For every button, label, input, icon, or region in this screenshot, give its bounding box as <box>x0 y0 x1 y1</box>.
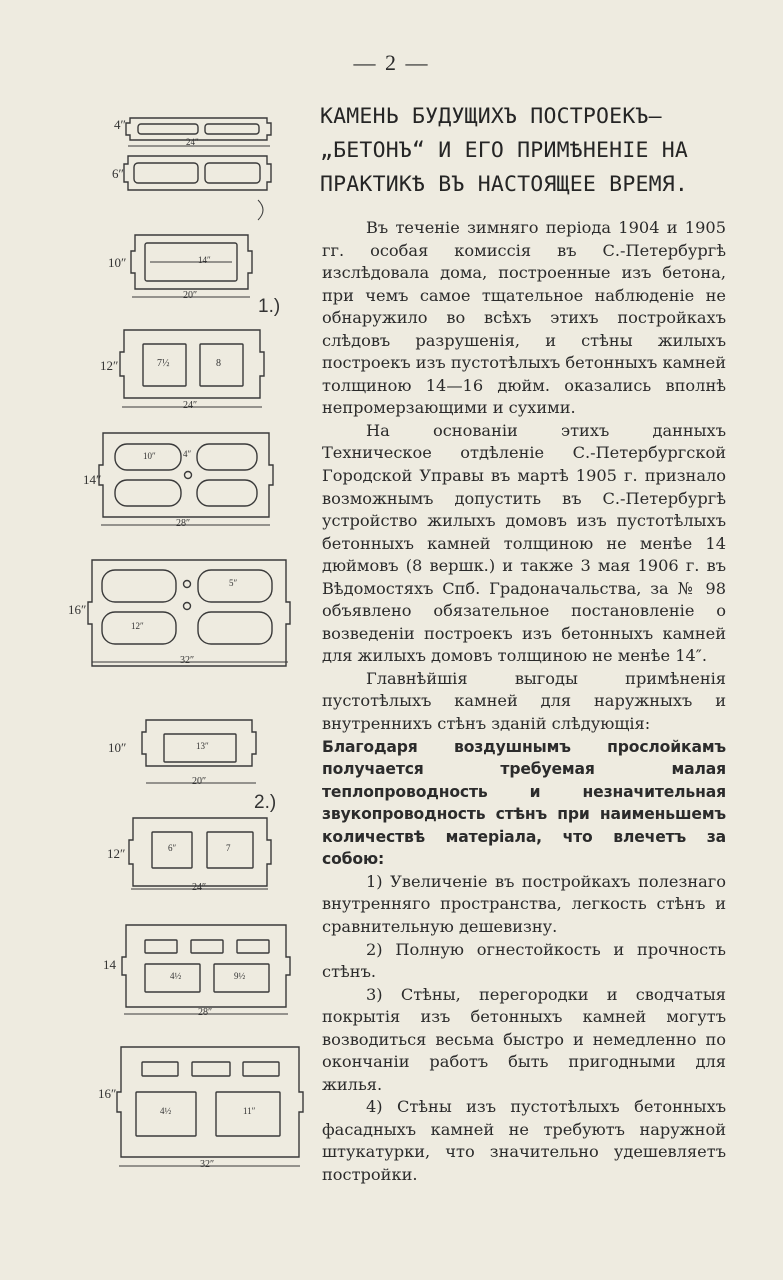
heading-line-2: „БЕТОНЪ“ И ЕГО ПРИМѢНЕНІЕ НА <box>320 138 689 163</box>
block-label-10in: 10″ <box>108 255 127 270</box>
block-14in-figure-2 <box>122 925 290 1014</box>
dim-label-4in: 24″ <box>186 137 199 147</box>
block-14in-figure <box>99 433 273 525</box>
dim-label-14in-2: 28″ <box>198 1007 213 1018</box>
cavity-label-10in: 14″ <box>198 255 211 265</box>
block-16in-figure <box>88 560 290 666</box>
paragraph-3: Главнѣйшія выгоды примѣненія пустотѣлыхъ камней для наружныхъ и внутреннихъ стѣнъ зданій слѣдующія: <box>322 668 726 734</box>
block-label-14in-2: 14 <box>103 957 116 972</box>
block-figures <box>0 0 320 1280</box>
cavity-label-12in-a: 7½ <box>157 358 170 369</box>
cavity-label-10in-2: 13″ <box>196 741 209 751</box>
block-label-4in: 4″ <box>114 117 126 132</box>
paragraph-2: На основаніи этихъ данныхъ Техническое отдѣленіе С.-Петербургской Городской Управы въ мартѣ 1905 г. признало возможнымъ допустить въ С.-Петербургѣ устройство жилыхъ домовъ изъ пустотѣлыхъ бетонныхъ камней толщиною не менѣе 14 дюймовъ (8 вершк.) и также 3 мая 1906 г. въ Вѣдомостяхъ Спб. Градоначальства, за № 98 объявлено обязательное постановленіе о возведеніи построекъ изъ бетонныхъ камней для жилыхъ домовъ толщиною не менѣе 14″. <box>322 420 726 666</box>
cavity-label-12in-2b: 7 <box>226 843 231 853</box>
block-label-6in: 6″ <box>112 166 124 181</box>
block-label-16in-2: 16″ <box>98 1086 117 1101</box>
block-10in-figure <box>131 235 252 297</box>
cavity-label-12in-b: 8 <box>216 358 221 369</box>
dim-label-16in: 32″ <box>180 655 195 666</box>
page-number: — 2 — <box>353 50 430 75</box>
group-label-2: 2.) <box>254 792 277 813</box>
cavity-label-16in-2b: 11″ <box>243 1106 256 1116</box>
cavity-label-14in-2b: 9½ <box>234 971 246 981</box>
block-label-10in-2: 10″ <box>108 740 127 755</box>
dim-label-14in: 28″ <box>176 518 191 529</box>
paragraph-6: 2) Полную огнестойкость и прочность стѣнъ. <box>322 939 726 982</box>
block-label-16in: 16″ <box>68 602 87 617</box>
paragraph-4-bold: Благодаря воздушнымъ прослойкамъ получается требуемая малая теплопроводность и незначительная звукопроводность стѣнъ при наименьшемъ количествѣ матеріала, что влечетъ за собою: <box>322 737 726 869</box>
cavity-label-14in-2a: 4½ <box>170 971 182 981</box>
paragraph-7: 3) Стѣны, перегородки и сводчатыя покрытія изъ бетонныхъ камней могутъ возводиться весьма быстро и немедленно по окончаніи работъ быть пригодными для жилья. <box>322 984 726 1094</box>
article-heading <box>320 100 730 202</box>
dim-label-10in-2: 20″ <box>192 776 207 787</box>
group-label-1: 1.) <box>258 296 281 317</box>
block-label-14in: 14″ <box>83 472 102 487</box>
dim-label-12in: 24″ <box>183 400 198 411</box>
block-label-12in: 12″ <box>100 358 119 373</box>
paragraph-5: 1) Увеличеніе въ постройкахъ полезнаго внутренняго пространства, легкость стѣнъ и сравнительную дешевизну. <box>322 871 726 936</box>
cavity-label-12in-2a: 6″ <box>168 843 177 853</box>
block-12in-figure-2 <box>129 818 271 889</box>
cavity-label-16in-a: 5″ <box>229 578 238 588</box>
dim-label-16in-2: 32″ <box>200 1159 215 1170</box>
dim-label-10in: 20″ <box>183 290 198 301</box>
block-10in-figure-2 <box>142 720 256 783</box>
paragraph-8: 4) Стѣны изъ пустотѣлыхъ бетонныхъ фасадныхъ камней не требуютъ наружной штукатурки, что значительно удешевляетъ постройки. <box>322 1097 726 1184</box>
paragraph-1: Въ теченіе зимняго періода 1904 и 1905 гг. особая комиссія въ С.-Петербургѣ изслѣдовала дома, построенные изъ бетона, при чемъ самое тщательное наблюденіе не обнаружило во всѣхъ этихъ постройкахъ слѣдовъ разрушенія, и стѣны жилыхъ построекъ изъ пустотѣлыхъ бетонныхъ камней толщиною 14—16 дюйм. оказались вполнѣ непромерзающими и сухими. <box>322 218 726 418</box>
cavity-label-16in-2a: 4½ <box>160 1106 172 1116</box>
block-label-12in-2: 12″ <box>107 846 126 861</box>
dim-label-12in-2: 24″ <box>192 882 207 893</box>
block-drawings-svg <box>0 0 320 1280</box>
block-6in-figure <box>124 156 271 190</box>
block-16in-figure-2 <box>117 1047 303 1166</box>
article-body <box>322 217 726 1187</box>
cavity-label-14in-web: 4″ <box>183 449 192 459</box>
heading-line-3: ПРАКТИКѢ ВЪ НАСТОЯЩЕЕ ВРЕМЯ. <box>320 172 689 197</box>
heading-line-1: КАМЕНЬ БУДУЩИХЪ ПОСТРОЕКЪ— <box>320 104 662 129</box>
cavity-label-16in-b: 12″ <box>131 621 144 631</box>
cavity-label-14in: 10″ <box>143 451 156 461</box>
block-12in-figure <box>120 330 264 407</box>
